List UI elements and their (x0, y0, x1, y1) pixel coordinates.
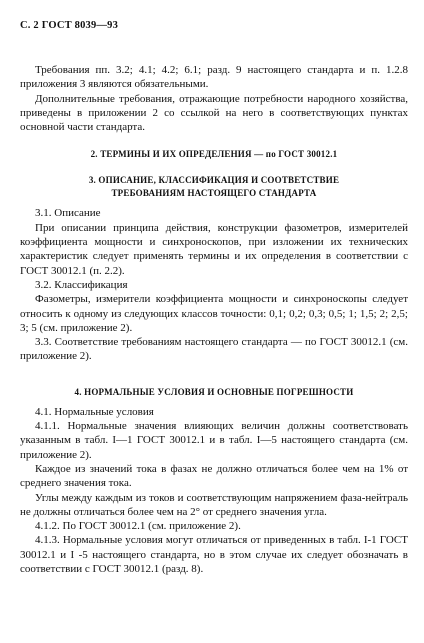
subsection-3-1-text: При описании принципа действия, конструкции фазометров, измерителей коэффициента мощности и синхроноскопов, при изложении их технических характеристик следует применять термины и их определения в соответствии с ГОСТ 30012.1 (п. 2.2). (20, 221, 408, 277)
section-3-heading-line-2: ТРЕБОВАНИЯМ НАСТОЯЩЕГО СТАНДАРТА (111, 188, 317, 199)
subsection-4-1-1-text: 4.1.1. Нормальные значения влияющих величин должны соответствовать указанным в табл. I—1 ГОСТ 30012.1 и в табл. I—5 настоящего стандарта (см. приложение 2). (20, 420, 408, 461)
paragraph-additional-requirements: Дополнительные требования, отражающие потребности народного хозяйства, приведены в приложении 2 со ссылкой на него в соответствующих пунктах основной части стандарта. (20, 92, 408, 134)
section-4-heading: 4. НОРМАЛЬНЫЕ УСЛОВИЯ И ОСНОВНЫЕ ПОГРЕШНОСТИ (74, 386, 354, 397)
subsection-4-1-title: 4.1. Нормальные условия (35, 405, 154, 418)
document-body (20, 63, 408, 576)
paragraph-phase-angles: Углы между каждым из токов и соответствующим напряжением фаза-нейтраль не должны отличаться более чем на 2° от среднего значения угла. (20, 491, 408, 518)
subsection-4-1-2-text: 4.1.2. По ГОСТ 30012.1 (см. приложение 2). (35, 520, 241, 533)
subsection-3-1-title: 3.1. Описание (35, 207, 101, 220)
subsection-4-1-3-text: 4.1.3. Нормальные условия могут отличаться от приведенных в табл. I-1 ГОСТ 30012.1 и I -5 настоящего стандарта, но в этом случае их следует обозначать в соответствии с ГОСТ 30012.1 (разд. 8). (20, 534, 408, 576)
section-3-heading-line-1: 3. ОПИСАНИЕ, КЛАССИФИКАЦИЯ И СООТВЕТСТВИЕ (88, 175, 340, 186)
subsection-3-3-text: 3.3. Соответствие требованиям настоящего стандарта — по ГОСТ 30012.1 (см. приложение 2). (20, 336, 408, 363)
subsection-3-2-title: 3.2. Классификация (35, 278, 128, 291)
paragraph-mandatory-requirements: Требования пп. 3.2; 4.1; 4.2; 6.1; разд. 9 настоящего стандарта и п. 1.2.8 приложения 3 являются обязательными. (20, 64, 408, 91)
running-head: С. 2 ГОСТ 8039—93 (20, 20, 119, 31)
paragraph-phase-current: Каждое из значений тока в фазах не должно отличаться более чем на 1% от среднего значения тока. (20, 462, 408, 490)
section-2-heading: 2. ТЕРМИНЫ И ИХ ОПРЕДЕЛЕНИЯ — по ГОСТ 30012.1 (90, 149, 338, 160)
subsection-3-2-text: Фазометры, измерители коэффициента мощности и синхроноскопы следует относить к одному из следующих классов точности: 0,1; 0,2; 0,3; 0,5; 1; 1,5; 2; 2,5; 3; 5 (см. приложение 2). (20, 293, 408, 334)
